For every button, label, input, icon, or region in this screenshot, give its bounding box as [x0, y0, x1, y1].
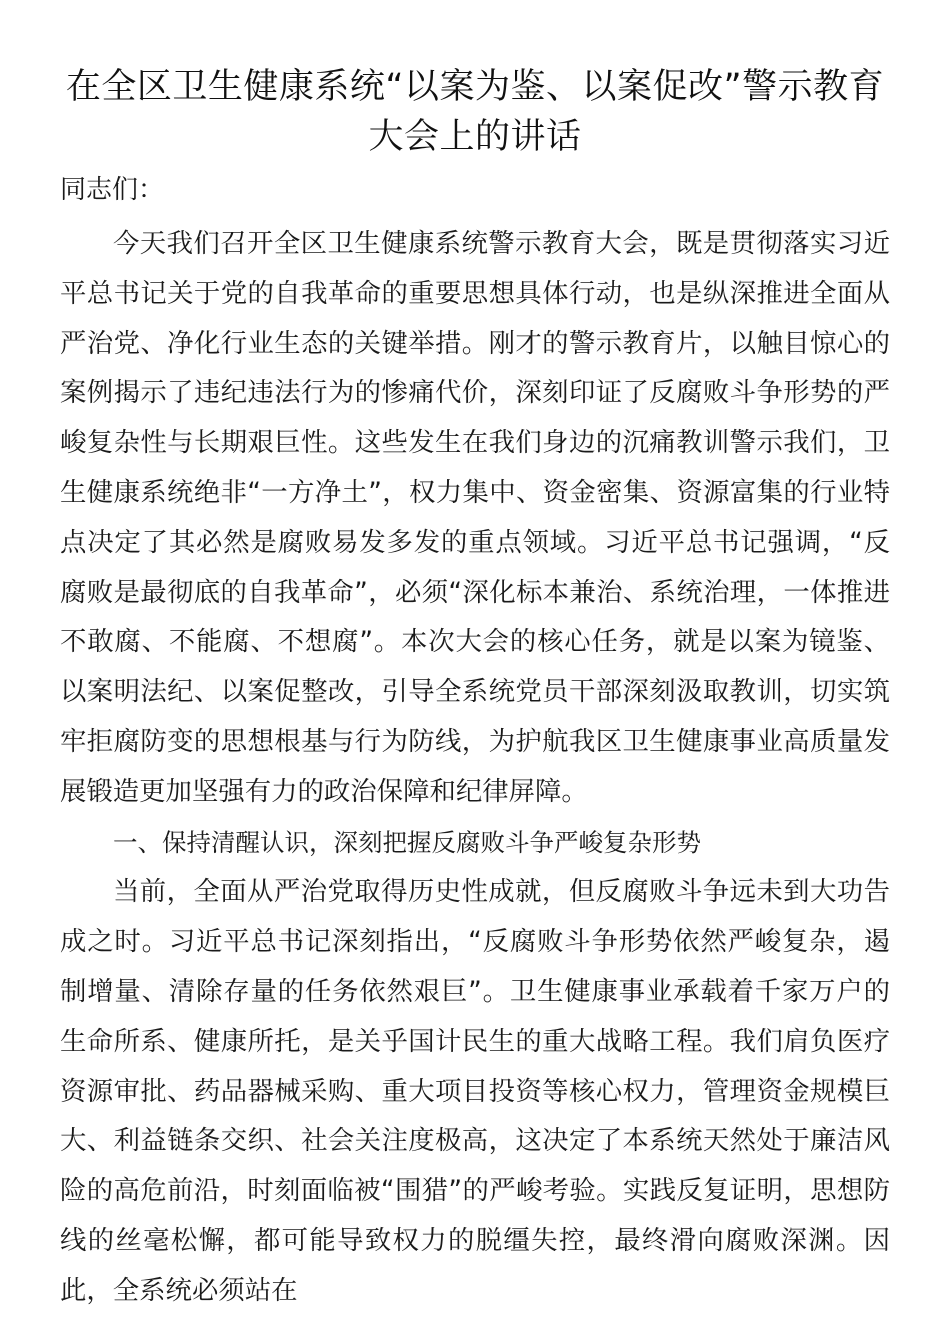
- document-title: 在全区卫生健康系统“以案为鉴、以案促改”警示教育大会上的讲话: [65, 67, 885, 157]
- salutation: 同志们：: [60, 175, 165, 205]
- paragraph-situation: 当前，全面从严治党取得历史性成就，但反腐败斗争远未到大功告成之时。习近平总书记深刻指出，“反腐败斗争形势依然严峻复杂，遏制增量、清除存量的任务依然艰巨”。卫生健康事业承载着千家万户的生命所系、健康所托，是关乎国计民生的重大战略工程。我们肩负医疗资源审批、药品器械采购、重大项目投资等核心权力，管理资金规模巨大、利益链条交织、社会关注度极高，这决定了本系统天然处于廉洁风险的高危前沿，时刻面临被“围猎”的严峻考验。实践反复证明，思想防线的丝毫松懈，都可能导致权力的脱缰失控，最终滑向腐败深渊。因此，全系统必须站在: [60, 876, 890, 1306]
- paragraph-intro: 今天我们召开全区卫生健康系统警示教育大会，既是贯彻落实习近平总书记关于党的自我革命的重要思想具体行动，也是纵深推进全面从严治党、净化行业生态的关键举措。刚才的警示教育片，以触目惊心的案例揭示了违纪违法行为的惨痛代价，深刻印证了反腐败斗争形势的严峻复杂性与长期艰巨性。这些发生在我们身边的沉痛教训警示我们，卫生健康系统绝非“一方净土”，权力集中、资金密集、资源富集的行业特点决定了其必然是腐败易发多发的重点领域。习近平总书记强调，“反腐败是最彻底的自我革命”，必须“深化标本兼治、系统治理，一体推进不敢腐、不能腐、不想腐”。本次大会的核心任务，就是以案为镜鉴、以案明法纪、以案促整改，引导全系统党员干部深刻汲取教训，切实筑牢拒腐防变的思想根基与行为防线，为护航我区卫生健康事业高质量发展锻造更加坚强有力的政治保障和纪律屏障。: [60, 228, 890, 807]
- section-heading: 一、保持清醒认识，深刻把握反腐败斗争严峻复杂形势: [113, 827, 701, 857]
